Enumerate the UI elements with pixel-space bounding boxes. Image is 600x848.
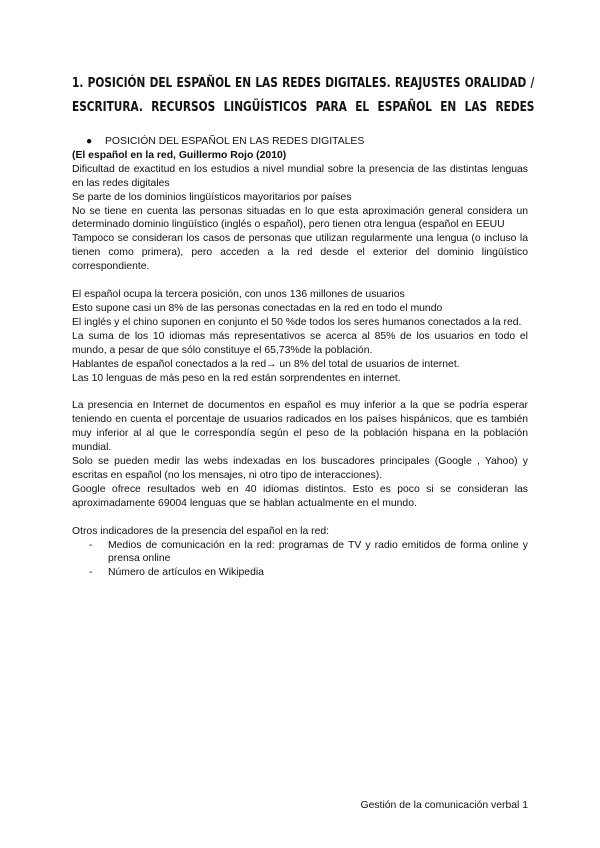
list-item xyxy=(72,539,528,567)
section-title xyxy=(72,72,534,120)
dash-bullet-icon: - xyxy=(89,539,93,551)
title-line-2: ESCRITURA. RECURSOS LINGÜÍSTICOS PARA EL ESPAÑOL EN LAS REDES xyxy=(72,100,535,115)
list-item xyxy=(72,566,528,580)
paragraph: Solo se pueden medir las webs indexadas en los buscadores principales (Google , Yahoo) y escritas en español (no los mensajes, ni otro tipo de interacciones). xyxy=(72,456,528,481)
source-citation: (El español en la red, Guillermo Rojo (2010) xyxy=(72,149,287,161)
bullet-dot-icon: ● xyxy=(86,136,93,147)
paragraph: Dificultad de exactitud en los estudios a nivel mundial sobre la presencia de las distintas lenguas en las redes digitales xyxy=(72,163,528,189)
list-item-text: Número de artículos en Wikipedia xyxy=(108,567,264,579)
bullet-heading xyxy=(72,135,528,149)
paragraph: Se parte de los dominios lingüísticos mayoritarios por países xyxy=(72,191,352,203)
paragraph: La presencia en Internet de documentos en español es muy inferior a la que se podría esperar teniendo en cuenta el porcentaje de usuarios radicados en los países hispánicos, que es también muy inferior al al que le correspondía según el peso de la población hispana en la población mundial. xyxy=(72,400,528,454)
bullet-heading-text: POSICIÓN DEL ESPAÑOL EN LAS REDES DIGITALES xyxy=(105,136,365,147)
paragraph: No se tiene en cuenta las personas situadas en lo que esta aproximación general considera un determinado dominio lingüístico (inglés o español), pero tienen otra lengua (español en EEUU xyxy=(72,205,528,231)
paragraph: Hablantes de español conectados a la red→ un 8% del total de usuarios de internet. xyxy=(72,358,460,370)
paragraph: Google ofrece resultados web en 40 idiomas distintos. Esto es poco si se consideran las aproximadamente 69004 lenguas que se hablan actualmente en el mundo. xyxy=(72,483,528,509)
dash-bullet-icon: - xyxy=(89,567,93,579)
paragraph: Esto supone casi un 8% de las personas conectadas en la red en todo el mundo xyxy=(72,302,443,314)
spacer xyxy=(72,274,528,288)
list-item-text: Medios de comunicación en la red: programas de TV y radio emitidos de forma online y prensa online xyxy=(108,539,528,565)
spacer xyxy=(72,511,528,525)
page-footer: Gestión de la comunicación verbal 1 xyxy=(360,800,528,811)
paragraph: El inglés y el chino suponen en conjunto el 50 %de todos los seres humanos conectados a la red. xyxy=(72,316,522,328)
paragraph: El español ocupa la tercera posición, con unos 136 millones de usuarios xyxy=(72,289,405,301)
paragraph: Tampoco se consideran los casos de personas que utilizan regularmente una lengua (o incluso la tienen como primera), pero acceden a la red desde el exterior del dominio lingüístico correspondiente. xyxy=(72,233,528,273)
spacer xyxy=(72,385,528,399)
indicators-intro: Otros indicadores de la presencia del español en la red: xyxy=(72,525,330,537)
document-body xyxy=(72,135,528,580)
paragraph: La suma de los 10 idiomas más representativos se acerca al 85% de los usuarios en todo el mundo, a pesar de que sólo constituye el 65,73%de la población. xyxy=(72,330,528,356)
paragraph: Las 10 lenguas de más peso en la red están sorprendentes en internet. xyxy=(72,372,401,384)
title-line-1: 1. POSICIÓN DEL ESPAÑOL EN LAS REDES DIGITALES. REAJUSTES ORALIDAD / xyxy=(72,76,535,91)
